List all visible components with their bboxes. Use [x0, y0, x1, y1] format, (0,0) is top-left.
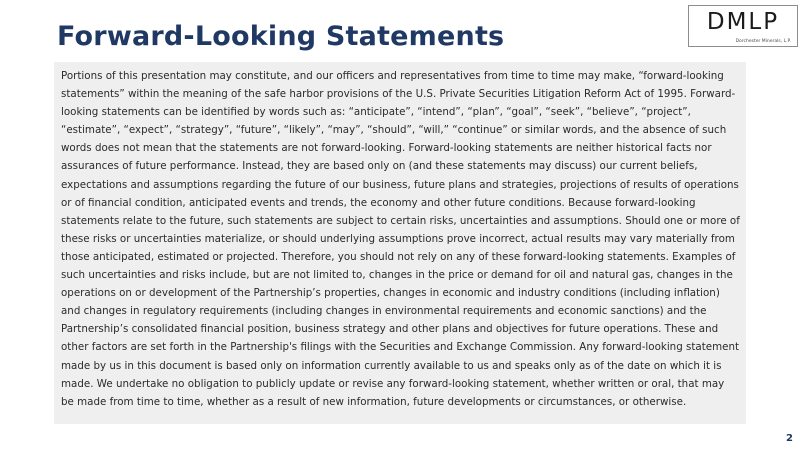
slide-title: Forward-Looking Statements	[57, 21, 505, 52]
disclaimer-panel	[54, 62, 746, 424]
logo-wordmark: DMLP	[706, 9, 780, 35]
company-logo	[688, 5, 798, 47]
disclaimer-text: Portions of this presentation may constitute, and our officers and representatives from time to time may make, “forward-looking statements” within the meaning of the safe harbor provisions of the U.S. Private Securities Litigation Reform Act of 1995. Forward-looking statements can be identified by words such as: “anticipate”, “intend”, “plan”, “goal”, “seek”, “believe”, “project”, “estimate”, “expect”, “strategy”, “future”, “likely”, “may”, “should”, “will,” “continue” or similar words, and the absence of such words does not mean that the statements are not forward-looking. Forward-looking statements are neither historical facts nor assurances of future performance. Instead, they are based only on (and these statements may discuss) our current beliefs, expectations and assumptions regarding the future of our business, future plans and strategies, projections of results of operations or of financial condition, anticipated events and trends, the economy and other future conditions. Because forward-looking statements relate to the future, such statements are subject to certain risks, uncertainties and assumptions. Should one or more of these risks or uncertainties materialize, or should underlying assumptions prove incorrect, actual results may vary materially from those anticipated, estimated or projected. Therefore, you should not rely on any of these forward-looking statements. Examples of such uncertainties and risks include, but are not limited to, changes in the price or demand for oil and natural gas, changes in the operations on or development of the Partnership’s properties, changes in economic and industry conditions (including inflation) and changes in regulatory requirements (including changes in environmental requirements and economic sanctions) and the Partnership’s consolidated financial position, business strategy and other plans and objectives for future operations. These and other factors are set forth in the Partnership's filings with the Securities and Exchange Commission. Any forward-looking statement made by us in this document is based only on information currently available to us and speaks only as of the date on which it is made. We undertake no obligation to publicly update or revise any forward-looking statement, whether written or oral, that may be made from time to time, whether as a result of new information, future developments or circumstances, or otherwise.	[61, 70, 740, 408]
logo-subtitle: Dorchester Minerals, L.P.	[735, 39, 791, 44]
page-number: 2	[786, 433, 793, 444]
